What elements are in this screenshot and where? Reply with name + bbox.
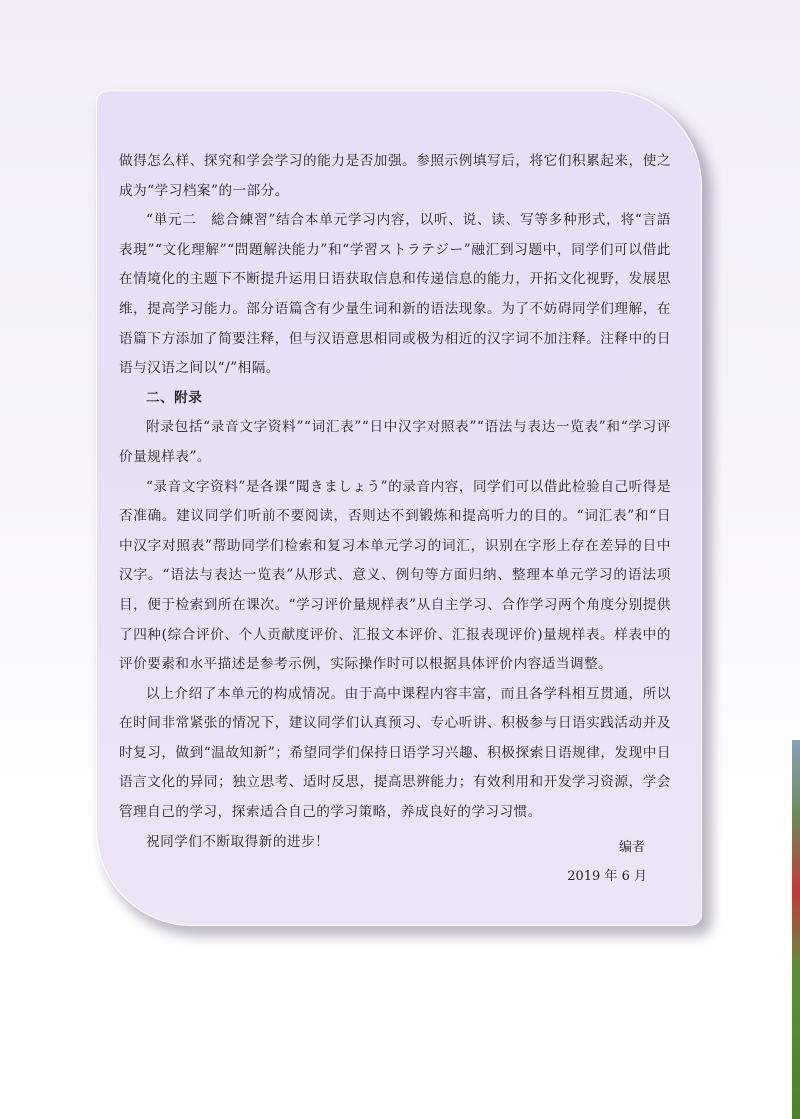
signature-block — [567, 833, 647, 891]
body-text — [119, 147, 671, 857]
content-card — [96, 90, 702, 926]
signature-editor: 编者 — [618, 840, 645, 855]
signature-date: 2019 年 6 月 — [567, 869, 647, 884]
right-edge-strip — [792, 740, 800, 1119]
paragraph-appendix-details: “录音文字资料”是各课“聞きましょう”的录音内容，同学们可以借此检验自己听得是否准确。建议同学们听前不要阅读，否则达不到锻炼和提高听力的目的。“词汇表”和“日中汉字对照表”帮助同学们检索和复习本单元学习的词汇，识别在字形上存在差异的日中汉字。“语法与表达一览表”从形式、意义、例句等方面归纳、整理本单元学习的语法项目，便于检索到所在课次。“学习评价量规样表”从自主学习、合作学习两个角度分别提供了四种(综合评价、个人贡献度评价、汇报文本评价、汇报表现评价)量规样表。样表中的评价要素和水平描述是参考示例，实际操作时可以根据具体评价内容适当调整。 — [119, 478, 671, 673]
paragraph-learning-archive: 做得怎么样、探究和学会学习的能力是否加强。参照示例填写后，将它们积累起来，使之成为“学习档案”的一部分。 — [119, 153, 671, 199]
paragraph-unit-two-practice: “単元二 総合練習”结合本单元学习内容，以听、说、读、写等多种形式，将“言語表現”“文化理解”“問題解決能力”和“学習ストラテジー”融汇到习题中，同学们可以借此在情境化的主题下不断提升运用日语获取信息和传递信息的能力，开拓文化视野，发展思维，提高学习能力。部分语篇含有少量生词和新的语法现象。为了不妨碍同学们理解，在语篇下方添加了简要注释，但与汉语意思相同或极为相近的汉字词不加注释。注释中的日语与汉语之间以“/”相隔。 — [119, 212, 671, 377]
paragraph-appendix-contents: 附录包括“录音文字资料”“词汇表”“日中汉字对照表”“语法与表达一览表”和“学习评价量规样表”。 — [119, 419, 671, 465]
section-heading-appendix: 二、附录 — [146, 389, 203, 406]
paragraph-closing-wish: 祝同学们不断取得新的进步！ — [146, 833, 330, 850]
paragraph-summary: 以上介绍了本单元的构成情况。由于高中课程内容丰富，而且各学科相互贯通，所以在时间非常紧张的情况下，建议同学们认真预习、专心听讲、积极参与日语实践活动并及时复习，做到“温故知新”；希望同学们保持日语学习兴趣、积极探索日语规律，发现中日语言文化的异同；独立思考、适时反思，提高思辨能力；有效利用和开发学习资源，学会管理自己的学习，探索适合自己的学习策略，养成良好的学习习惯。 — [119, 685, 671, 821]
